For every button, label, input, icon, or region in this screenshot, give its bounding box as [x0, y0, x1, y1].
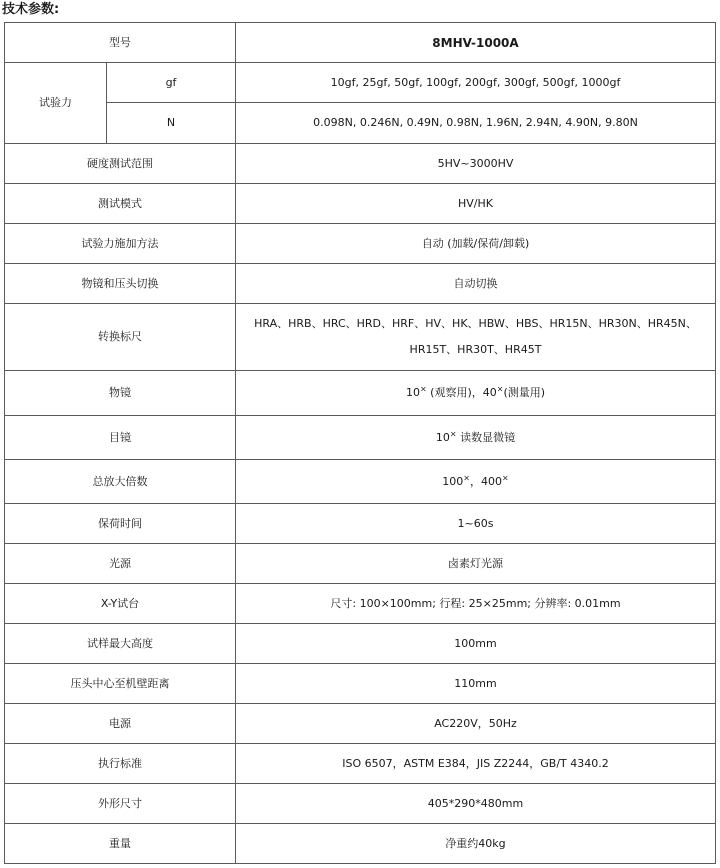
table-row [5, 624, 716, 664]
table-row [5, 144, 716, 184]
row-label: 物镜和压头切换 [5, 264, 236, 304]
table-row [5, 704, 716, 744]
row-value: 尺寸: 100×100mm; 行程: 25×25mm; 分辨率: 0.01mm [236, 584, 716, 624]
table-row [5, 371, 716, 416]
table-row [5, 784, 716, 824]
row-label: 物镜 [5, 371, 236, 416]
table-row [5, 103, 716, 144]
table-row [5, 664, 716, 704]
row-value: 405*290*480mm [236, 784, 716, 824]
row-label: 重量 [5, 824, 236, 864]
row-label: 电源 [5, 704, 236, 744]
table-row [5, 544, 716, 584]
row-label: 试验力施加方法 [5, 224, 236, 264]
row-value: 1~60s [236, 504, 716, 544]
table-row [5, 184, 716, 224]
row-label: 型号 [5, 23, 236, 63]
row-label: 保荷时间 [5, 504, 236, 544]
objective-text-2: (测量用) [503, 386, 546, 399]
row-label: 试验力 [5, 63, 107, 144]
eyepiece-mag: 10 [435, 430, 450, 444]
magnification-2: ，400 [470, 474, 502, 488]
row-value: 10gf, 25gf, 50gf, 100gf, 200gf, 300gf, 500gf, 1000gf [236, 63, 716, 103]
row-value: 自动 (加载/保荷/卸载) [236, 224, 716, 264]
times-mark: × [502, 472, 509, 482]
scale-line-2: HR15T、HR30T、HR45T [409, 343, 542, 356]
row-value: 100mm [236, 624, 716, 664]
row-value [236, 460, 716, 504]
table-row [5, 264, 716, 304]
row-label: 执行标准 [5, 744, 236, 784]
row-value: HV/HK [236, 184, 716, 224]
row-value: 自动切换 [236, 264, 716, 304]
row-label: 目镜 [5, 416, 236, 460]
row-value: AC220V，50Hz [236, 704, 716, 744]
times-mark: × [449, 428, 457, 438]
table-row [5, 584, 716, 624]
table-row [5, 504, 716, 544]
row-label: 总放大倍数 [5, 460, 236, 504]
row-value: 5HV~3000HV [236, 144, 716, 184]
table-row [5, 416, 716, 460]
row-value: ISO 6507，ASTM E384，JIS Z2244，GB/T 4340.2 [236, 744, 716, 784]
row-value: 卤素灯光源 [236, 544, 716, 584]
unit-label: gf [107, 63, 236, 103]
table-row [5, 304, 716, 371]
table-row [5, 744, 716, 784]
unit-label: N [107, 103, 236, 144]
row-value [236, 304, 716, 371]
row-value: 110mm [236, 664, 716, 704]
row-label: X-Y试台 [5, 584, 236, 624]
table-row [5, 23, 716, 63]
times-mark: × [419, 384, 427, 394]
magnification-1: 100 [442, 474, 464, 488]
row-value [236, 371, 716, 416]
row-value: 净重约40kg [236, 824, 716, 864]
table-row [5, 63, 716, 103]
row-label: 转换标尺 [5, 304, 236, 371]
times-mark: × [463, 472, 470, 482]
row-label: 测试模式 [5, 184, 236, 224]
table-row [5, 224, 716, 264]
table-row [5, 460, 716, 504]
row-value: 0.098N, 0.246N, 0.49N, 0.98N, 1.96N, 2.94N, 4.90N, 9.80N [236, 103, 716, 144]
eyepiece-text: 读数显微镜 [456, 430, 516, 444]
section-heading: 技术参数: [2, 2, 60, 17]
row-label: 外形尺寸 [5, 784, 236, 824]
row-label: 试样最大高度 [5, 624, 236, 664]
spec-table [4, 22, 716, 864]
row-label: 硬度测试范围 [5, 144, 236, 184]
model-value: 8MHV-1000A [236, 23, 716, 63]
row-value [236, 416, 716, 460]
times-mark: × [496, 384, 504, 394]
scale-line-1: HRA、HRB、HRC、HRD、HRF、HV、HK、HBW、HBS、HR15N、HR30N、HR45N、 [254, 317, 697, 330]
objective-mag-1: 10 [405, 386, 420, 399]
row-label: 压头中心至机壁距离 [5, 664, 236, 704]
row-label: 光源 [5, 544, 236, 584]
objective-text-1: (观察用)，40 [426, 386, 497, 399]
table-row [5, 824, 716, 864]
